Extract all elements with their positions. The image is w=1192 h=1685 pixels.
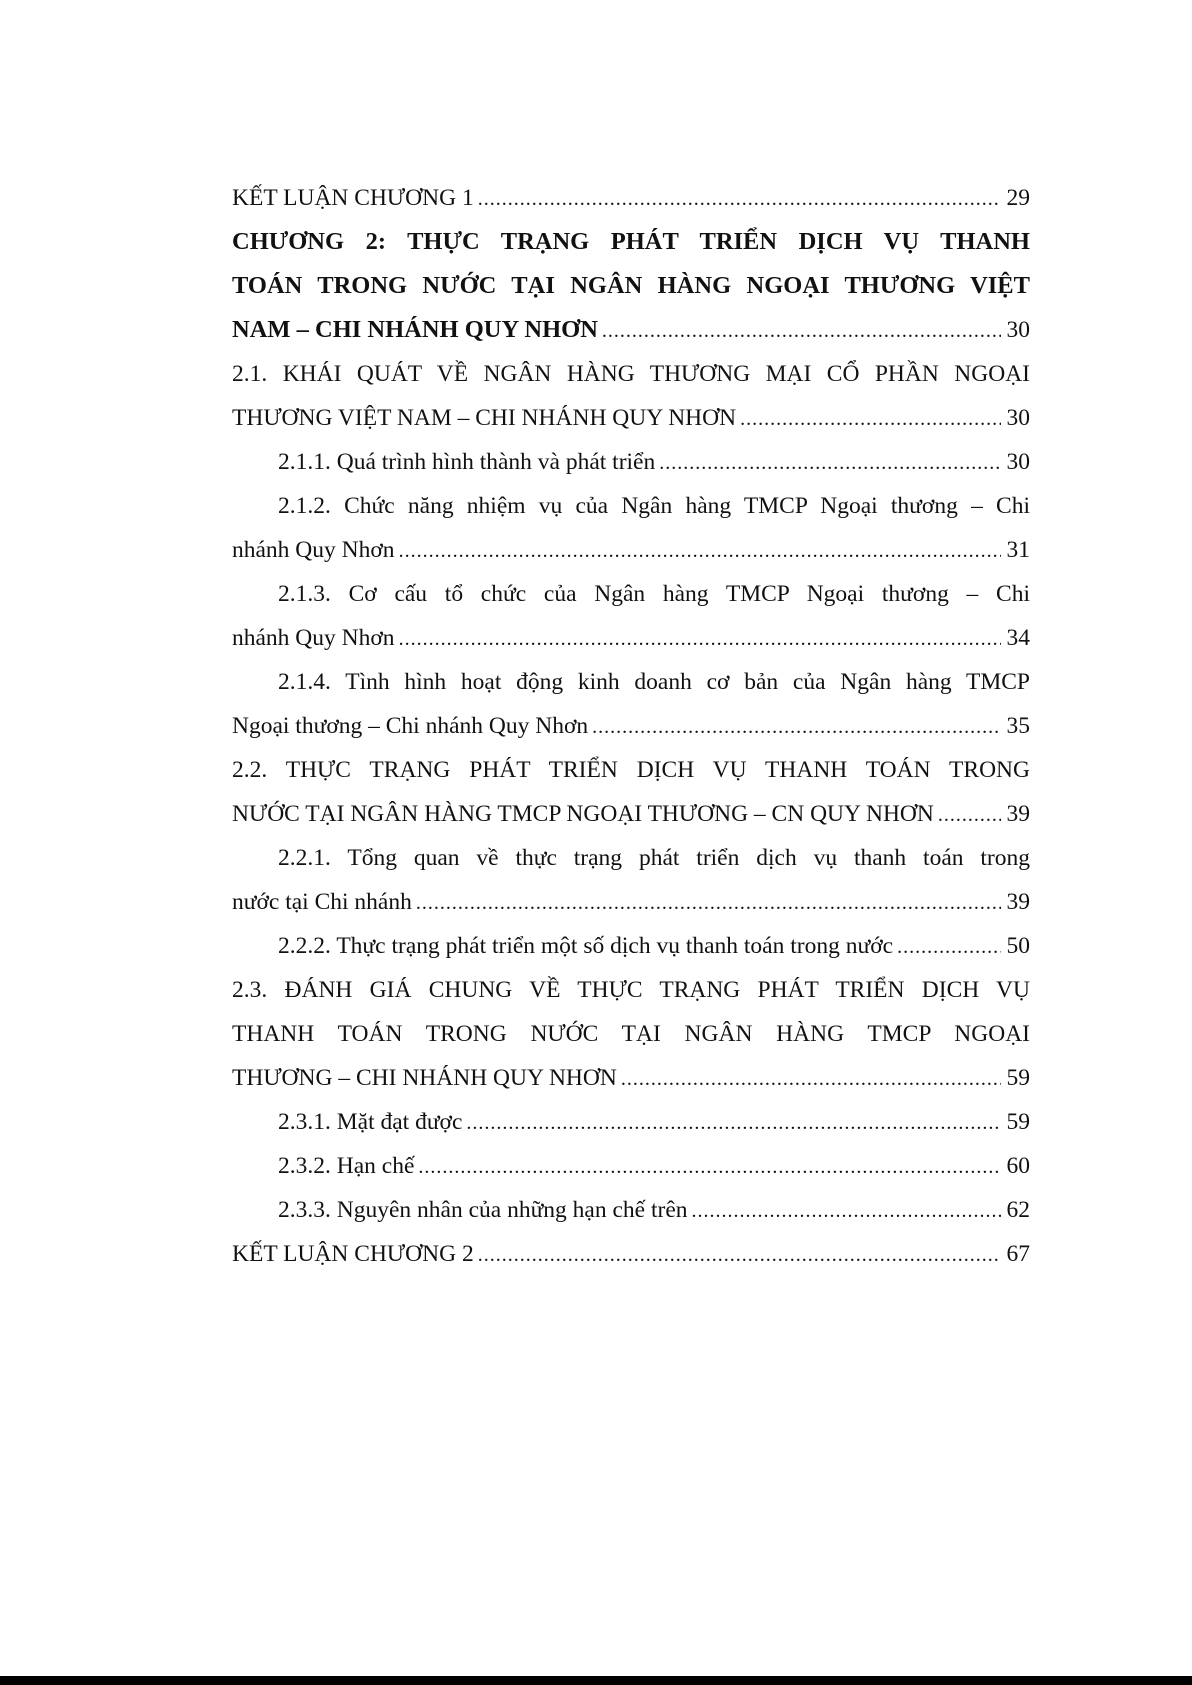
toc-entry-chapter-2-line-3[interactable] <box>232 308 1030 352</box>
toc-entry-text: Ngoại thương – Chi nhánh Quy Nhơn <box>232 713 589 739</box>
toc-entry-2-1-1[interactable] <box>232 440 1030 484</box>
toc-page-number: 39 <box>1006 801 1030 827</box>
toc-entry-text: KẾT LUẬN CHƯƠNG 1 <box>232 185 474 211</box>
toc-entry-text: NAM – CHI NHÁNH QUY NHƠN <box>232 316 598 343</box>
toc-leader-dots <box>466 1101 1000 1144</box>
toc-entry-2-1-2-line-1[interactable]: 2.1.2. Chức năng nhiệm vụ của Ngân hàng TMCP Ngoại thương – Chi <box>278 493 1030 519</box>
toc-page-number: 35 <box>1006 713 1030 739</box>
toc-entry-text: KẾT LUẬN CHƯƠNG 2 <box>232 1241 474 1267</box>
toc-entry-text: 2.3.1. Mặt đạt được <box>278 1109 463 1135</box>
toc-entry-text: nhánh Quy Nhơn <box>232 537 395 563</box>
toc-entry-2-3-2[interactable] <box>232 1144 1030 1188</box>
toc-entry-text: nước tại Chi nhánh <box>232 889 412 915</box>
toc-leader-dots <box>659 441 1000 484</box>
toc-entry-2-1-3-line-2[interactable] <box>232 616 1030 660</box>
toc-entry-2-3-3[interactable] <box>232 1188 1030 1232</box>
toc-page-number: 59 <box>1006 1109 1030 1135</box>
toc-page-number: 67 <box>1006 1241 1030 1267</box>
toc-entry-2-2-1-line-1[interactable]: 2.2.1. Tổng quan về thực trạng phát triển dịch vụ thanh toán trong <box>278 845 1030 871</box>
toc-leader-dots <box>740 397 1000 440</box>
toc-entry-conclusion-chapter-1[interactable] <box>232 176 1030 220</box>
toc-entry-text: 2.2.2. Thực trạng phát triển một số dịch vụ thanh toán trong nước <box>278 933 894 959</box>
toc-page-number: 60 <box>1006 1153 1030 1179</box>
toc-page-number: 29 <box>1006 185 1030 211</box>
toc-entry-chapter-2-line-1[interactable]: CHƯƠNG 2: THỰC TRẠNG PHÁT TRIỂN DỊCH VỤ THANH <box>232 228 1030 255</box>
toc-leader-dots <box>692 1189 1001 1232</box>
toc-entry-text: 2.3.3. Nguyên nhân của những hạn chế trên <box>278 1197 688 1223</box>
toc-entry-text: 2.3.2. Hạn chế <box>278 1153 415 1179</box>
toc-entry-text: THƯƠNG VIỆT NAM – CHI NHÁNH QUY NHƠN <box>232 405 737 431</box>
toc-entry-2-2-2[interactable] <box>232 924 1030 968</box>
toc-entry-2-3-line-1[interactable]: 2.3. ĐÁNH GIÁ CHUNG VỀ THỰC TRẠNG PHÁT TRIỂN DỊCH VỤ <box>232 977 1030 1003</box>
toc-entry-2-2-line-1[interactable]: 2.2. THỰC TRẠNG PHÁT TRIỂN DỊCH VỤ THANH TOÁN TRONG <box>232 757 1030 783</box>
toc-leader-dots <box>418 1145 1000 1188</box>
toc-entry-text: 2.1.1. Quá trình hình thành và phát triển <box>278 449 656 475</box>
toc-entry-conclusion-chapter-2[interactable] <box>232 1232 1030 1276</box>
toc-page-number: 31 <box>1006 537 1030 563</box>
toc-page-number: 62 <box>1006 1197 1030 1223</box>
toc-entry-2-3-line-3[interactable] <box>232 1056 1030 1100</box>
toc-entry-2-3-line-2[interactable]: THANH TOÁN TRONG NƯỚC TẠI NGÂN HÀNG TMCP NGOẠI <box>232 1021 1030 1047</box>
toc-page-number: 30 <box>1006 449 1030 475</box>
toc-page-number: 50 <box>1006 933 1030 959</box>
toc-entry-text: NƯỚC TẠI NGÂN HÀNG TMCP NGOẠI THƯƠNG – CN QUY NHƠN <box>232 801 934 827</box>
toc-entry-text: nhánh Quy Nhơn <box>232 625 395 651</box>
table-of-contents <box>232 176 1030 1276</box>
toc-entry-2-2-1-line-2[interactable] <box>232 880 1030 924</box>
toc-entry-2-1-3-line-1[interactable]: 2.1.3. Cơ cấu tổ chức của Ngân hàng TMCP Ngoại thương – Chi <box>278 581 1030 607</box>
toc-page-number: 30 <box>1006 317 1030 343</box>
toc-entry-2-3-1[interactable] <box>232 1100 1030 1144</box>
toc-leader-dots <box>478 1233 1001 1276</box>
toc-entry-text: THƯƠNG – CHI NHÁNH QUY NHƠN <box>232 1065 617 1091</box>
toc-leader-dots <box>621 1057 1001 1100</box>
toc-leader-dots <box>592 705 1000 748</box>
toc-leader-dots <box>478 177 1001 220</box>
toc-page-number: 34 <box>1006 625 1030 651</box>
toc-entry-2-1-4-line-1[interactable]: 2.1.4. Tình hình hoạt động kinh doanh cơ bản của Ngân hàng TMCP <box>278 669 1030 695</box>
toc-entry-2-1-4-line-2[interactable] <box>232 704 1030 748</box>
toc-leader-dots <box>399 529 1001 572</box>
toc-entry-chapter-2-line-2[interactable]: TOÁN TRONG NƯỚC TẠI NGÂN HÀNG NGOẠI THƯƠNG VIỆT <box>232 272 1030 299</box>
toc-leader-dots <box>416 881 1001 924</box>
toc-leader-dots <box>897 925 1000 968</box>
toc-entry-2-1-2-line-2[interactable] <box>232 528 1030 572</box>
toc-entry-2-1-line-1[interactable]: 2.1. KHÁI QUÁT VỀ NGÂN HÀNG THƯƠNG MẠI CỔ PHẦN NGOẠI <box>232 361 1030 387</box>
toc-page-number: 59 <box>1006 1065 1030 1091</box>
toc-entry-2-1-line-2[interactable] <box>232 396 1030 440</box>
bottom-edge-bar <box>0 1676 1192 1685</box>
toc-leader-dots <box>602 309 1001 352</box>
toc-leader-dots <box>938 793 1001 836</box>
toc-entry-2-2-line-2[interactable] <box>232 792 1030 836</box>
toc-page-number: 39 <box>1006 889 1030 915</box>
toc-page-number: 30 <box>1006 405 1030 431</box>
toc-leader-dots <box>399 617 1001 660</box>
